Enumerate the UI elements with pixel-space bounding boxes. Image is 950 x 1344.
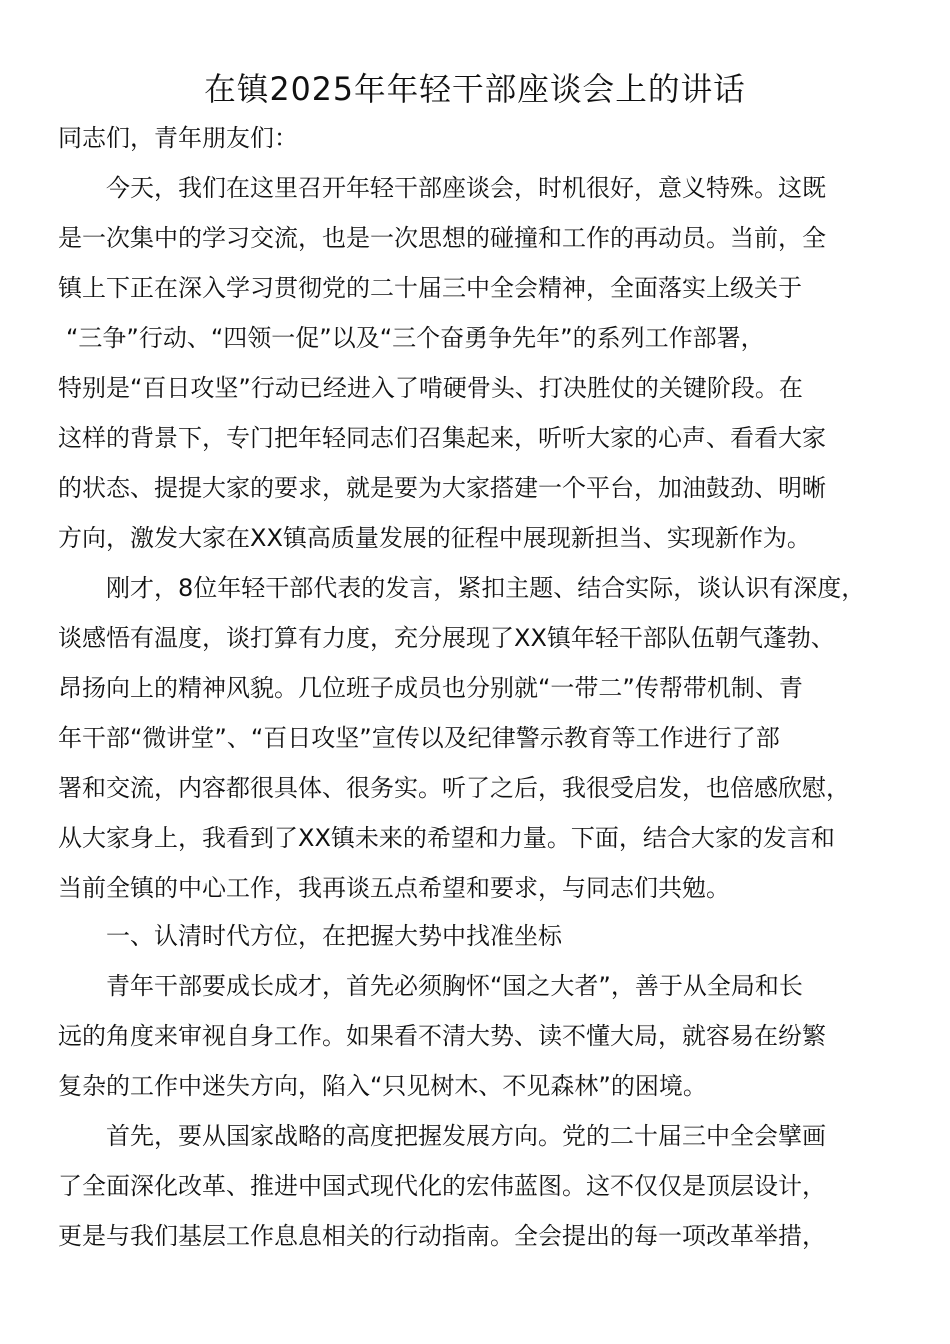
text-line: 署和交流，内容都很具体、很务实。听了之后，我很受启发，也倍感欣慰， [58,774,850,802]
text-line: 是一次集中的学习交流，也是一次思想的碰撞和工作的再动员。当前，全 [58,224,826,252]
text-line: 的状态、提提大家的要求，就是要为大家搭建一个平台，加油鼓劲、明晰 [58,474,826,502]
text-line: 镇上下正在深入学习贯彻党的二十届三中全会精神，全面落实上级关于 [58,274,802,302]
text-line: 从大家身上，我看到了XX镇未来的希望和力量。下面，结合大家的发言和 [58,824,835,852]
text-line: 这样的背景下，专门把年轻同志们召集起来，听听大家的心声、看看大家 [58,424,826,452]
document-title: 在镇2025年年轻干部座谈会上的讲话 [204,70,746,108]
text-line: 首先，要从国家战略的高度把握发展方向。党的二十届三中全会擘画 [106,1122,826,1150]
text-line: 特别是“百日攻坚”行动已经进入了啃硬骨头、打决胜仗的关键阶段。在 [58,374,803,402]
text-line: 今天，我们在这里召开年轻干部座谈会，时机很好，意义特殊。这既 [106,174,826,202]
text-line: 当前全镇的中心工作，我再谈五点希望和要求，与同志们共勉。 [58,874,730,902]
text-line: “三争”行动、“四领一促”以及“三个奋勇争先年”的系列工作部署， [66,324,765,352]
section-heading: 一、认清时代方位，在把握大势中找准坐标 [106,922,562,950]
text-line: 刚才，8位年轻干部代表的发言，紧扣主题、结合实际，谈认识有深度， [106,574,866,602]
text-line: 年干部“微讲堂”、“百日攻坚”宣传以及纪律警示教育等工作进行了部 [58,724,780,752]
text-line: 了全面深化改革、推进中国式现代化的宏伟蓝图。这不仅仅是顶层设计， [58,1172,826,1200]
text-line: 远的角度来审视自身工作。如果看不清大势、读不懂大局，就容易在纷繁 [58,1022,826,1050]
text-line: 复杂的工作中迷失方向，陷入“只见树木、不见森林”的困境。 [58,1072,707,1100]
text-line: 方向，激发大家在XX镇高质量发展的征程中展现新担当、实现新作为。 [58,524,811,552]
salutation-line: 同志们，青年朋友们： [58,124,298,152]
text-line: 昂扬向上的精神风貌。几位班子成员也分别就“一带二”传帮带机制、青 [58,674,803,702]
text-line: 青年干部要成长成才，首先必须胸怀“国之大者”，善于从全局和长 [106,972,803,1000]
text-line: 谈感悟有温度，谈打算有力度，充分展现了XX镇年轻干部队伍朝气蓬勃、 [58,624,835,652]
text-line: 更是与我们基层工作息息相关的行动指南。全会提出的每一项改革举措， [58,1222,826,1250]
